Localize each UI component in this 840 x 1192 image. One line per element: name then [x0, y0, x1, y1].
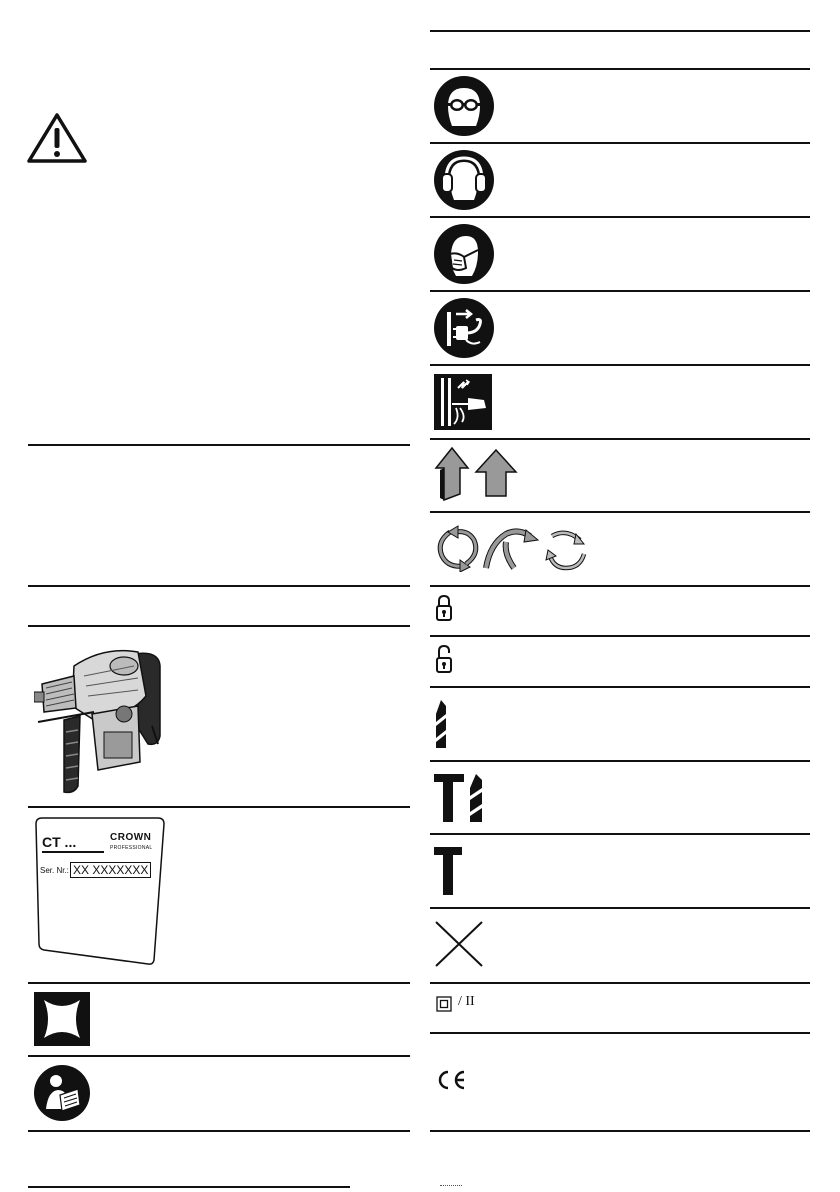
safety-glasses-icon: [434, 76, 494, 136]
divider: [430, 760, 810, 762]
upward-arrows-icon: [434, 446, 524, 502]
nameplate-model: CT ...: [42, 834, 77, 850]
divider: [28, 585, 410, 587]
divider: [430, 30, 810, 32]
drill-bit-icon: [434, 700, 448, 748]
double-insulation-icon: [436, 996, 452, 1012]
nameplate-brand-sub: PROFESSIONAL: [110, 845, 153, 851]
hammer-drill-icon: [434, 774, 486, 822]
rotary-hammer-image: [34, 636, 174, 796]
serial-value: XX XXXXXXX: [70, 862, 151, 878]
disposal-icon: [34, 992, 90, 1046]
hammer-icon: [434, 847, 464, 895]
divider: [430, 833, 810, 835]
divider: [28, 982, 410, 984]
divider: [430, 907, 810, 909]
divider: [28, 806, 410, 808]
divider: [430, 1032, 810, 1034]
cross-icon: [434, 920, 484, 968]
nameplate-brand: CROWN: [110, 832, 152, 843]
hidden-wiring-icon: [434, 374, 492, 430]
divider: [430, 982, 810, 984]
rotation-arrows-icon: [434, 524, 592, 572]
divider: [28, 625, 410, 627]
serial-label: Ser. Nr.:: [40, 866, 69, 875]
divider: [430, 142, 810, 144]
divider: [430, 686, 810, 688]
divider: [430, 216, 810, 218]
read-manual-icon: [34, 1065, 90, 1121]
ce-mark-icon: [436, 1070, 466, 1090]
hearing-protection-icon: [434, 150, 494, 210]
divider: [430, 585, 810, 587]
footer-mark: [440, 1185, 462, 1189]
divider: [430, 1130, 810, 1132]
divider: [430, 290, 810, 292]
lock-closed-icon: [436, 594, 452, 622]
divider: [28, 1130, 410, 1132]
divider: [28, 444, 410, 446]
divider: [430, 364, 810, 366]
divider: [430, 635, 810, 637]
divider: [430, 68, 810, 70]
unplug-icon: [434, 298, 494, 358]
dust-mask-icon: [434, 224, 494, 284]
warning-triangle-icon: [26, 112, 88, 164]
footer-line: [28, 1186, 350, 1188]
nameplate-model-line: [42, 851, 104, 853]
lock-open-icon: [436, 644, 454, 674]
divider: [28, 1055, 410, 1057]
class-ii-label: / II: [458, 994, 475, 1009]
divider: [430, 511, 810, 513]
divider: [430, 438, 810, 440]
